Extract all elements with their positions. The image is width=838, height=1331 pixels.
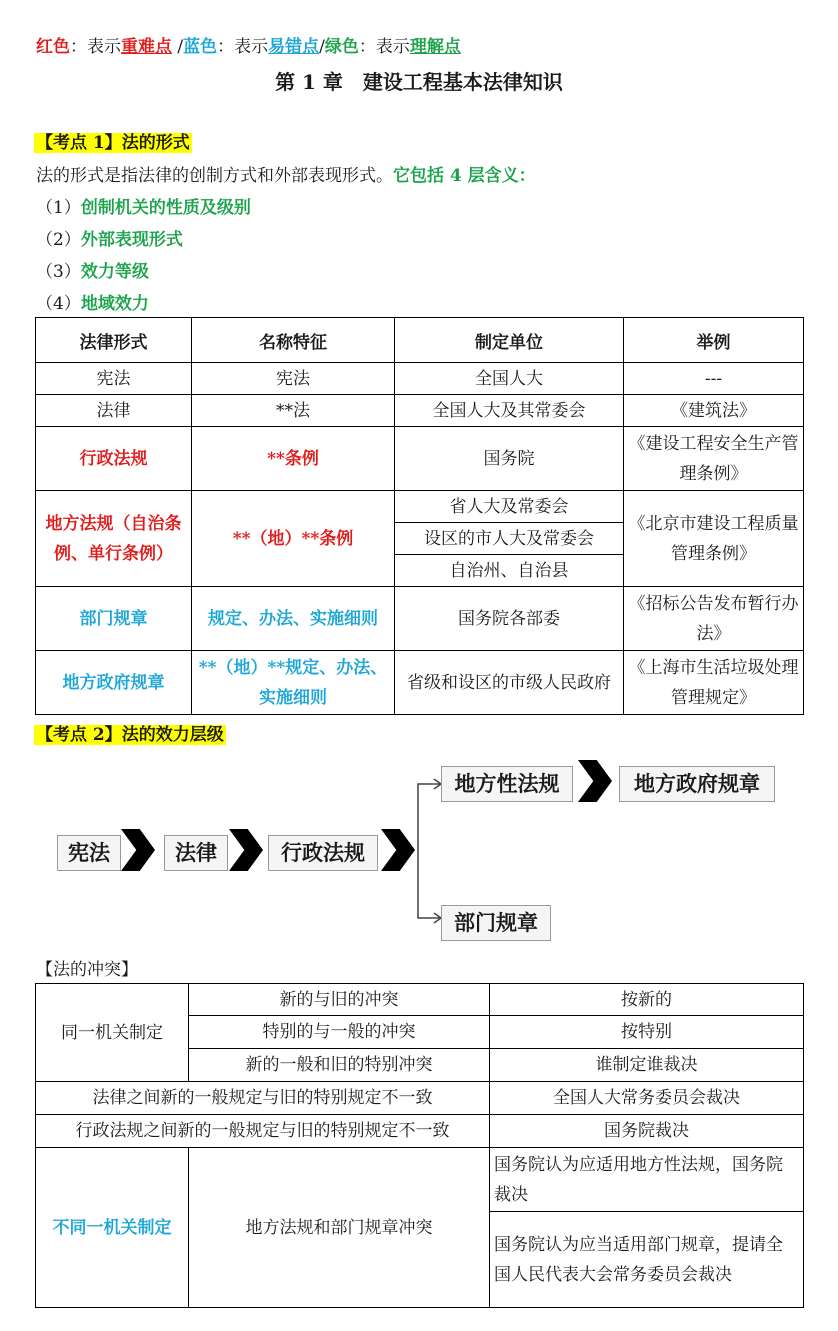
- table-cell: 按新的: [490, 984, 804, 1016]
- table-cell: 省级和设区的市级人民政府: [395, 651, 624, 715]
- point1-intro: [36, 161, 536, 186]
- table-cell: 《建筑法》: [624, 395, 804, 427]
- point1-heading: 【考点 1】法的形式: [36, 133, 190, 153]
- table-cell: 新的一般和旧的特别冲突: [189, 1049, 490, 1082]
- table-cell: 法律之间新的一般规定与旧的特别规定不一致: [36, 1082, 490, 1115]
- law-forms-table: [35, 317, 804, 715]
- header-cell: 举例: [624, 318, 804, 363]
- table-cell: 谁制定谁裁决: [490, 1049, 804, 1082]
- table-cell: 宪法: [192, 363, 395, 395]
- table-row: [36, 984, 804, 1016]
- table-cell: 同一机关制定: [36, 984, 189, 1082]
- legend-blue-key: 易错点: [268, 37, 320, 57]
- item-num: （1）: [36, 198, 81, 218]
- table-cell: 全国人大: [395, 363, 624, 395]
- table-row: [36, 1082, 804, 1115]
- table-cell: 新的与旧的冲突: [189, 984, 490, 1016]
- conflict-table: [35, 983, 804, 1308]
- table-row: [36, 363, 804, 395]
- table-cell: 特别的与一般的冲突: [189, 1016, 490, 1049]
- item-num: （4）: [36, 294, 81, 314]
- item-text: 外部表现形式: [80, 230, 183, 250]
- item-text: 效力等级: [80, 262, 149, 282]
- conflict-heading: 【法的冲突】: [36, 960, 138, 980]
- chevron-right-icon: [578, 760, 612, 802]
- table-row: [36, 1115, 804, 1148]
- flow-box-bumen: 部门规章: [441, 905, 551, 941]
- table-cell: 国务院认为应当适用部门规章，提请全国人民代表大会常务委员会裁决: [490, 1212, 804, 1308]
- table-cell: 《上海市生活垃圾处理管理规定》: [624, 651, 804, 715]
- table-cell: 行政法规: [36, 427, 192, 491]
- table-cell: 国务院裁决: [490, 1115, 804, 1148]
- table-cell: 省人大及常委会: [395, 491, 624, 523]
- table-cell: ---: [624, 363, 804, 395]
- legend-green-text: ：表示: [358, 37, 410, 57]
- flow-box-xingzheng: 行政法规: [268, 835, 378, 871]
- table-cell: **法: [192, 395, 395, 427]
- table-cell: 法律: [36, 395, 192, 427]
- point2-heading-wrap: [34, 720, 226, 745]
- table-cell: 全国人大及其常委会: [395, 395, 624, 427]
- point1-heading-wrap: [34, 128, 192, 153]
- table-cell: 自治州、自治县: [395, 555, 624, 587]
- table-cell: **（地）**条例: [192, 491, 395, 587]
- flow-box-xianfa: 宪法: [57, 835, 121, 871]
- table-cell: 地方法规和部门规章冲突: [189, 1148, 490, 1308]
- table-cell: 宪法: [36, 363, 192, 395]
- table-cell: 《建设工程安全生产管理条例》: [624, 427, 804, 491]
- flow-box-difangxing: 地方性法规: [441, 766, 573, 802]
- legend-red-key: 重难点: [121, 37, 172, 57]
- table-cell: 不同一机关制定: [36, 1148, 189, 1308]
- header-cell: 制定单位: [395, 318, 624, 363]
- table-cell: 地方法规（自治条例、单行条例）: [36, 491, 192, 587]
- legend-blue-label: 蓝色: [183, 37, 218, 57]
- legend-green-key: 理解点: [409, 37, 461, 57]
- flow-box-zhengfu: 地方政府规章: [619, 766, 775, 802]
- table-row: [36, 491, 804, 523]
- point1-item-1: [36, 193, 251, 218]
- chapter-title: 第 1 章 建设工程基本法律知识: [275, 70, 563, 94]
- table-row: [36, 651, 804, 715]
- table-cell: 按特别: [490, 1016, 804, 1049]
- legend-sep2: /: [319, 37, 325, 57]
- point1-item-4: [36, 289, 149, 314]
- flow-box-falv: 法律: [164, 835, 228, 871]
- point2-heading: 【考点 2】法的效力层级: [36, 725, 224, 745]
- item-num: （2）: [36, 230, 81, 250]
- header-cell: 名称特征: [192, 318, 395, 363]
- table-cell: 设区的市人大及常委会: [395, 523, 624, 555]
- table-cell: 国务院各部委: [395, 587, 624, 651]
- table-cell: 国务院认为应适用地方性法规，国务院裁决: [490, 1148, 804, 1212]
- chevron-right-icon: [229, 829, 263, 871]
- table-cell: 国务院: [395, 427, 624, 491]
- table-row: [36, 1148, 804, 1212]
- point1-item-2: [36, 225, 183, 250]
- table-cell: **（地）**规定、办法、实施细则: [192, 651, 395, 715]
- table-cell: 地方政府规章: [36, 651, 192, 715]
- table-cell: **条例: [192, 427, 395, 491]
- color-legend: [36, 32, 461, 57]
- legend-green-label: 绿色: [324, 37, 359, 57]
- point1-intro-green: 它包括 4 层含义：: [393, 166, 536, 186]
- chevron-right-icon: [121, 829, 155, 871]
- legend-blue-text: ：表示: [217, 37, 269, 57]
- table-cell: 全国人大常务委员会裁决: [490, 1082, 804, 1115]
- legend-red-label: 红色: [36, 37, 70, 57]
- table-row: [36, 395, 804, 427]
- table-row: [36, 587, 804, 651]
- table-cell: 行政法规之间新的一般规定与旧的特别规定不一致: [36, 1115, 490, 1148]
- item-text: 地域效力: [80, 294, 149, 314]
- table-header-row: [36, 318, 804, 363]
- header-cell: 法律形式: [36, 318, 192, 363]
- legend-sep1: /: [172, 37, 184, 57]
- item-num: （3）: [36, 262, 81, 282]
- point1-intro-plain: 法的形式是指法律的创制方式和外部表现形式。: [36, 166, 393, 186]
- table-cell: 部门规章: [36, 587, 192, 651]
- table-row: [36, 427, 804, 491]
- table-cell: 《北京市建设工程质量管理条例》: [624, 491, 804, 587]
- item-text: 创制机关的性质及级别: [80, 198, 251, 218]
- point1-item-3: [36, 257, 149, 282]
- table-cell: 规定、办法、实施细则: [192, 587, 395, 651]
- legend-red-text: ：表示: [70, 37, 121, 57]
- table-cell: 《招标公告发布暂行办法》: [624, 587, 804, 651]
